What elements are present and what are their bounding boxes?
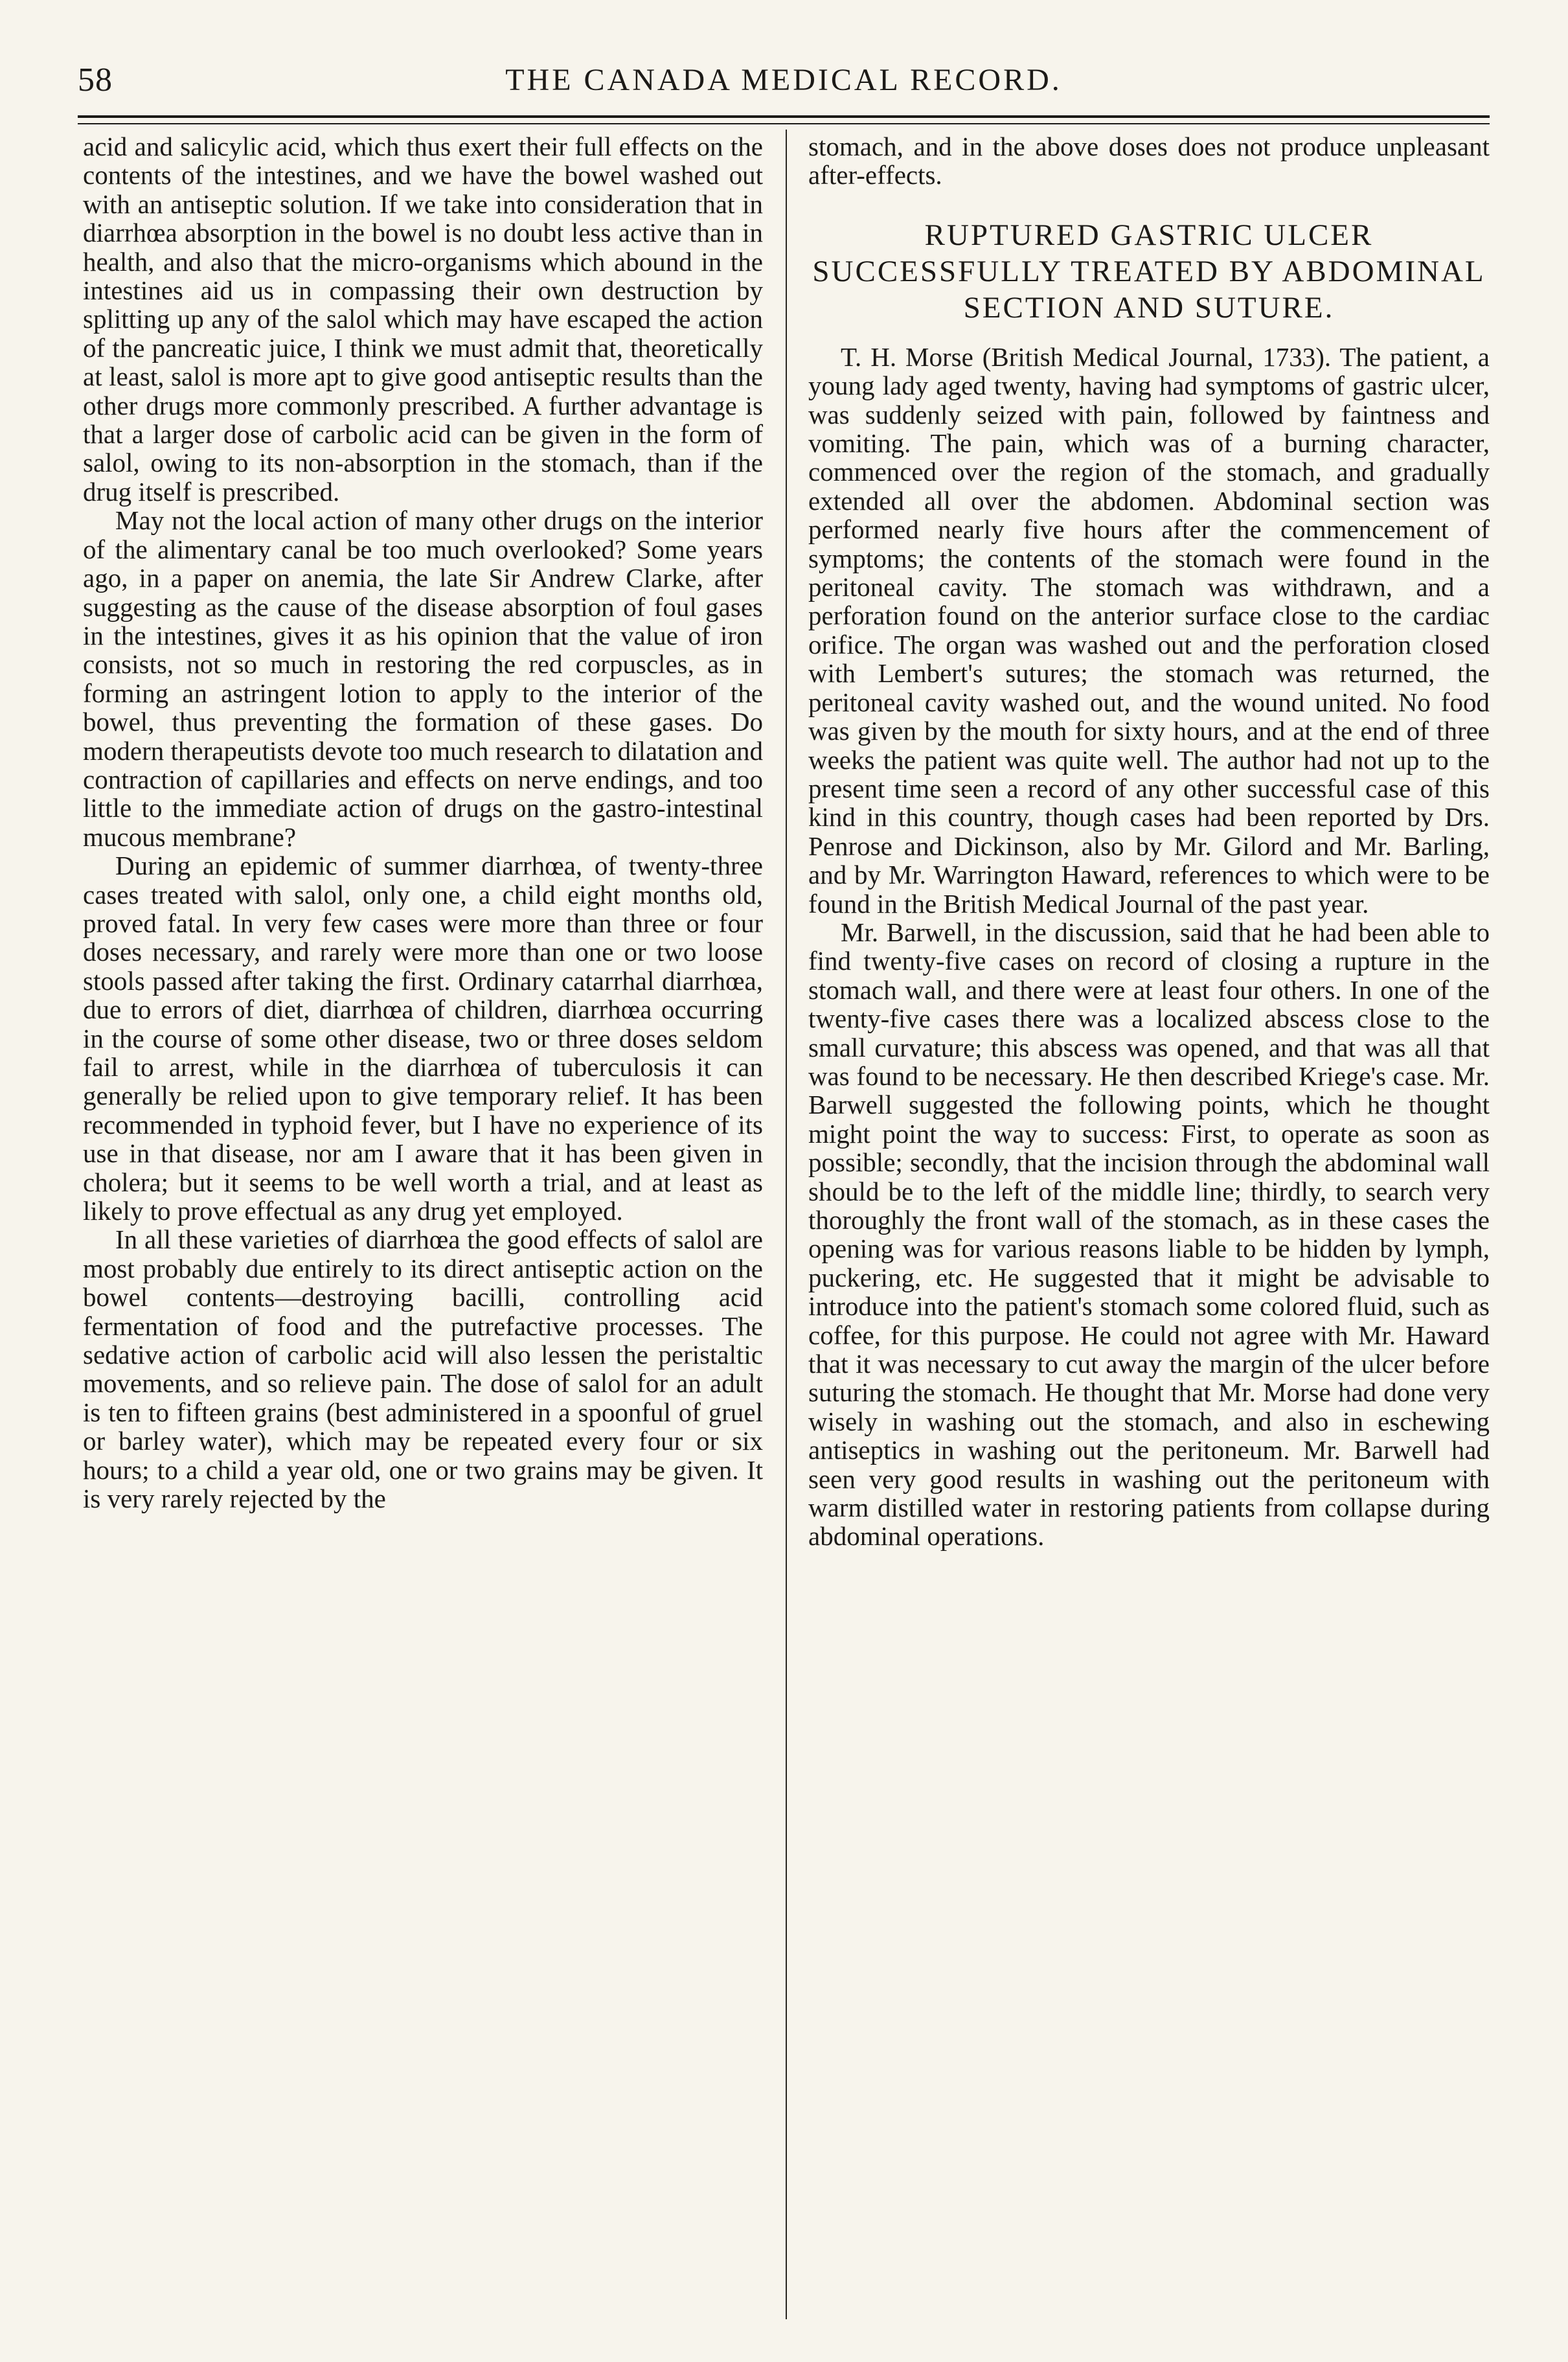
journal-title: THE CANADA MEDICAL RECORD. bbox=[505, 63, 1062, 97]
page-header bbox=[78, 57, 1490, 115]
paragraph: May not the local action of many other drugs on the interior of the alimentary canal be too much overlooked? Some years ago, in a paper on anemia, the late Sir Andrew Clarke, after suggesting as the cause of the disease absorption of foul gases in the intestines, gives it as his opinion that the value of iron consists, not so much in restoring the red corpuscles, as in forming an astringent lotion to apply to the interior of the bowel, thus preventing the formation of these gases. Do modern therapeutists devote too much research to dilatation and contraction of capillaries and effects on nerve endings, and too little to the immediate action of drugs on the gastro-intestinal mucous membrane? bbox=[83, 505, 763, 852]
left-column bbox=[83, 132, 763, 1513]
article-title: RUPTURED GASTRIC ULCER SUCCESSFULLY TREATED BY ABDOMINAL SECTION AND SUTURE. bbox=[812, 218, 1486, 325]
right-column bbox=[808, 132, 1490, 1551]
paragraph: During an epidemic of summer diarrhœa, of twenty-three cases treated with salol, only one, a child eight months old, proved fatal. In very few cases were more than three or four doses necessary, and rarely were more than one or two loose stools passed after taking the first. Ordinary catarrhal diarrhœa, due to errors of diet, diarrhœa of children, diarrhœa occurring in the course of some other disease, two or three doses seldom fail to arrest, while in the diarrhœa of tuberculosis it can generally be relied upon to give temporary relief. It has been recommended in typhoid fever, but I have no experience of its use in that disease, nor am I aware that it has been given in cholera; but it seems to be well worth a trial, and at least as likely to prove effectual as any drug yet employed. bbox=[83, 851, 763, 1226]
column-divider bbox=[786, 130, 787, 2319]
header-rule-thin bbox=[78, 123, 1490, 124]
paragraph: Mr. Barwell, in the discussion, said that he had been able to find twenty-five cases on record of closing a rupture in the stomach wall, and there were at least four others. In one of the twenty-five cases there was a localized abscess close to the small curvature; this abscess was opened, and that was all that was found to be necessary. He then described Kriege's case. Mr. Barwell suggested the following points, which he thought might point the way to success: First, to operate as soon as possible; secondly, that the incision through the abdominal wall should be to the left of the middle line; thirdly, to search very thoroughly the front wall of the stomach, as in these cases the opening was for various reasons liable to be hidden by lymph, puckering, etc. He suggested that it might be advisable to introduce into the patient's stomach some colored fluid, such as coffee, for this purpose. He could not agree with Mr. Haward that it was necessary to cut away the margin of the ulcer before suturing the stomach. He thought that Mr. Morse had done very wisely in washing out the stomach, and also in eschewing antiseptics in washing out the peritoneum. Mr. Barwell had seen very good results in washing out the peritoneum with warm distilled water in restoring patients from collapse during abdominal operations. bbox=[808, 917, 1490, 1552]
paragraph: In all these varieties of diarrhœa the good effects of salol are most probably due entirely to its direct antiseptic action on the bowel contents—destroying bacilli, controlling acid fermentation of food and the putrefactive processes. The sedative action of carbolic acid will also lessen the peristaltic movements, and so relieve pain. The dose of salol for an adult is ten to fifteen grains (best administered in a spoonful of gruel or barley water), which may be repeated every four or six hours; to a child a year old, one or two grains may be given. It is very rarely rejected by the bbox=[83, 1224, 763, 1514]
paragraph: T. H. Morse (British Medical Journal, 1733). The patient, a young lady aged twenty, having had symptoms of gastric ulcer, was suddenly seized with pain, followed by faintness and vomiting. The pain, which was of a burning character, commenced over the region of the stomach, and gradually extended all over the abdomen. Abdominal section was performed nearly five hours after the commencement of symptoms; the contents of the stomach were found in the peritoneal cavity. The stomach was withdrawn, and a perforation found on the anterior surface close to the cardiac orifice. The organ was washed out and the perforation closed with Lembert's sutures; the stomach was returned, the peritoneal cavity washed out, and the wound united. No food was given by the mouth for sixty hours, and at the end of three weeks the patient was quite well. The author had not up to the present time seen a record of any other successful case of this kind in this country, though cases had been reported by Drs. Penrose and Dickinson, also by Mr. Gilord and Mr. Barling, and by Mr. Warrington Haward, references to which were to be found in the British Medical Journal of the past year. bbox=[808, 341, 1490, 919]
continuation-paragraph: stomach, and in the above doses does not produce unpleasant after-effects. bbox=[808, 132, 1490, 190]
paragraph: acid and salicylic acid, which thus exert their full effects on the contents of the intestines, and we have the bowel washed out with an antiseptic solution. If we take into consideration that in diarrhœa absorption in the bowel is no doubt less active than in health, and also that the micro-organisms which abound in the intestines aid us in compassing their own destruction by splitting up any of the salol which may have escaped the action of the pancreatic juice, I think we must admit that, theoretically at least, salol is more apt to give good antiseptic results than the other drugs more commonly prescribed. A further advantage is that a larger dose of carbolic acid can be given in the form of salol, owing to its non-absorption in the stomach, than if the drug itself is prescribed. bbox=[83, 132, 763, 507]
header-rule-thick bbox=[78, 115, 1490, 118]
page-number: 58 bbox=[78, 62, 113, 98]
